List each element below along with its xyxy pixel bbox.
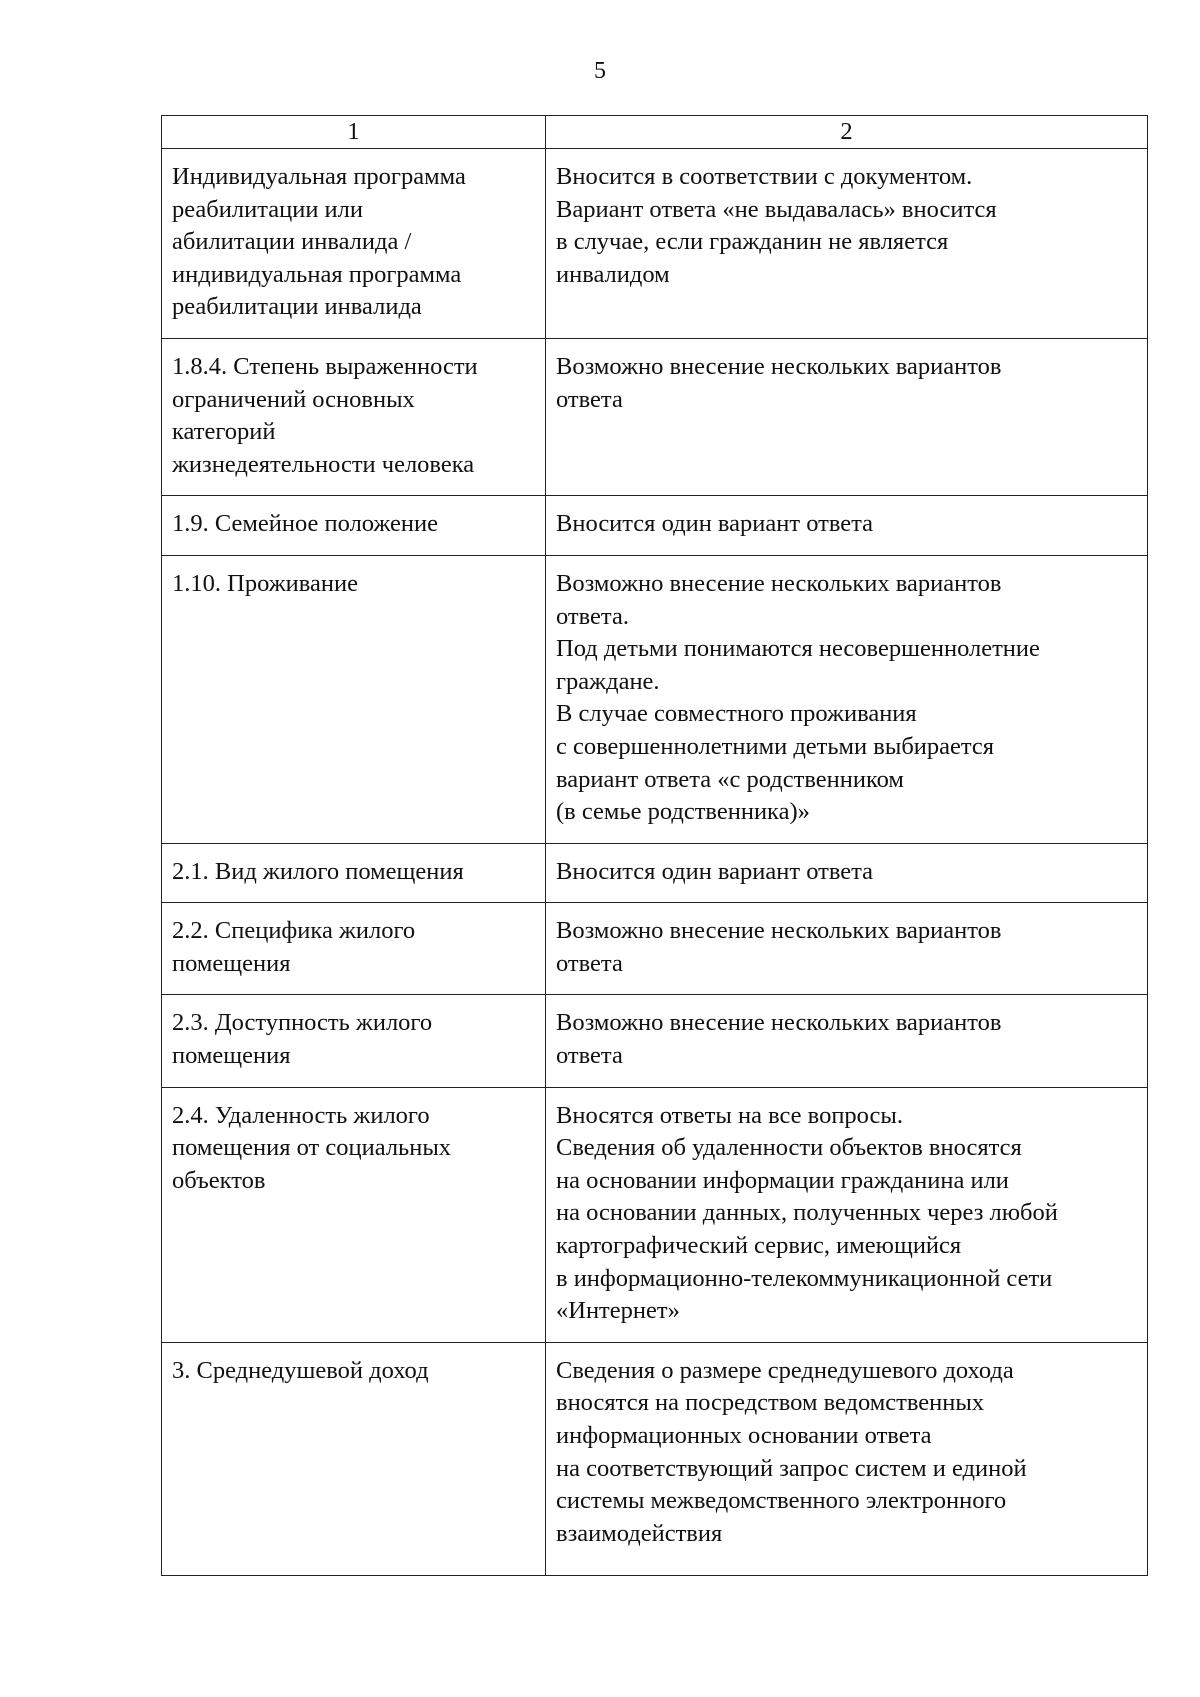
fill-rule-cell: Возможно внесение нескольких вариантов ответа — [546, 995, 1148, 1087]
table-row — [162, 149, 1148, 339]
fill-rule-cell: Вносится один вариант ответа — [546, 843, 1148, 903]
fill-rule-cell: Возможно внесение нескольких вариантов ответа — [546, 338, 1148, 495]
field-name-cell: 2.4. Удаленность жилого помещения от социальных объектов — [162, 1087, 546, 1342]
fill-rule-cell: Вносятся ответы на все вопросы. Сведения об удаленности объектов вносятся на основании информации гражданина или на основании данных, полученных через любой картографический сервис, имеющийся в информационно-телекоммуникационной сети «Интернет» — [546, 1087, 1148, 1342]
table-header-row — [162, 116, 1148, 149]
table-row — [162, 995, 1148, 1087]
field-name-cell: 2.3. Доступность жилого помещения — [162, 995, 546, 1087]
field-name-cell: 3. Среднедушевой доход — [162, 1342, 546, 1575]
field-name-cell: 2.1. Вид жилого помещения — [162, 843, 546, 903]
table-row — [162, 496, 1148, 556]
field-name-cell: 1.10. Проживание — [162, 555, 546, 843]
table-row — [162, 843, 1148, 903]
table-row — [162, 903, 1148, 995]
column-header-2: 2 — [546, 116, 1148, 149]
fill-rule-cell: Вносится один вариант ответа — [546, 496, 1148, 556]
table-row — [162, 1342, 1148, 1575]
table-row — [162, 338, 1148, 495]
field-name-cell: 1.8.4. Степень выраженности ограничений основных категорий жизнедеятельности человека — [162, 338, 546, 495]
column-header-1: 1 — [162, 116, 546, 149]
field-name-cell: Индивидуальная программа реабилитации или абилитации инвалида / индивидуальная программа реабилитации инвалида — [162, 149, 546, 339]
field-name-cell: 1.9. Семейное положение — [162, 496, 546, 556]
table-row — [162, 1087, 1148, 1342]
fill-rule-cell: Возможно внесение нескольких вариантов ответа — [546, 903, 1148, 995]
page-number: 5 — [594, 58, 606, 84]
fill-rule-cell: Сведения о размере среднедушевого дохода вносятся на посредством ведомственных информационных основании ответа на соответствующий запрос систем и единой системы межведомственного электронного взаимодействия — [546, 1342, 1148, 1575]
table-row — [162, 555, 1148, 843]
fill-rule-cell: Вносится в соответствии с документом. Вариант ответа «не выдавалась» вносится в случае, если гражданин не является инвалидом — [546, 149, 1148, 339]
instructions-table — [161, 115, 1148, 1576]
field-name-cell: 2.2. Специфика жилого помещения — [162, 903, 546, 995]
fill-rule-cell: Возможно внесение нескольких вариантов ответа. Под детьми понимаются несовершеннолетние граждане. В случае совместного проживания с совершеннолетними детьми выбирается вариант ответа «с родственником (в семье родственника)» — [546, 555, 1148, 843]
